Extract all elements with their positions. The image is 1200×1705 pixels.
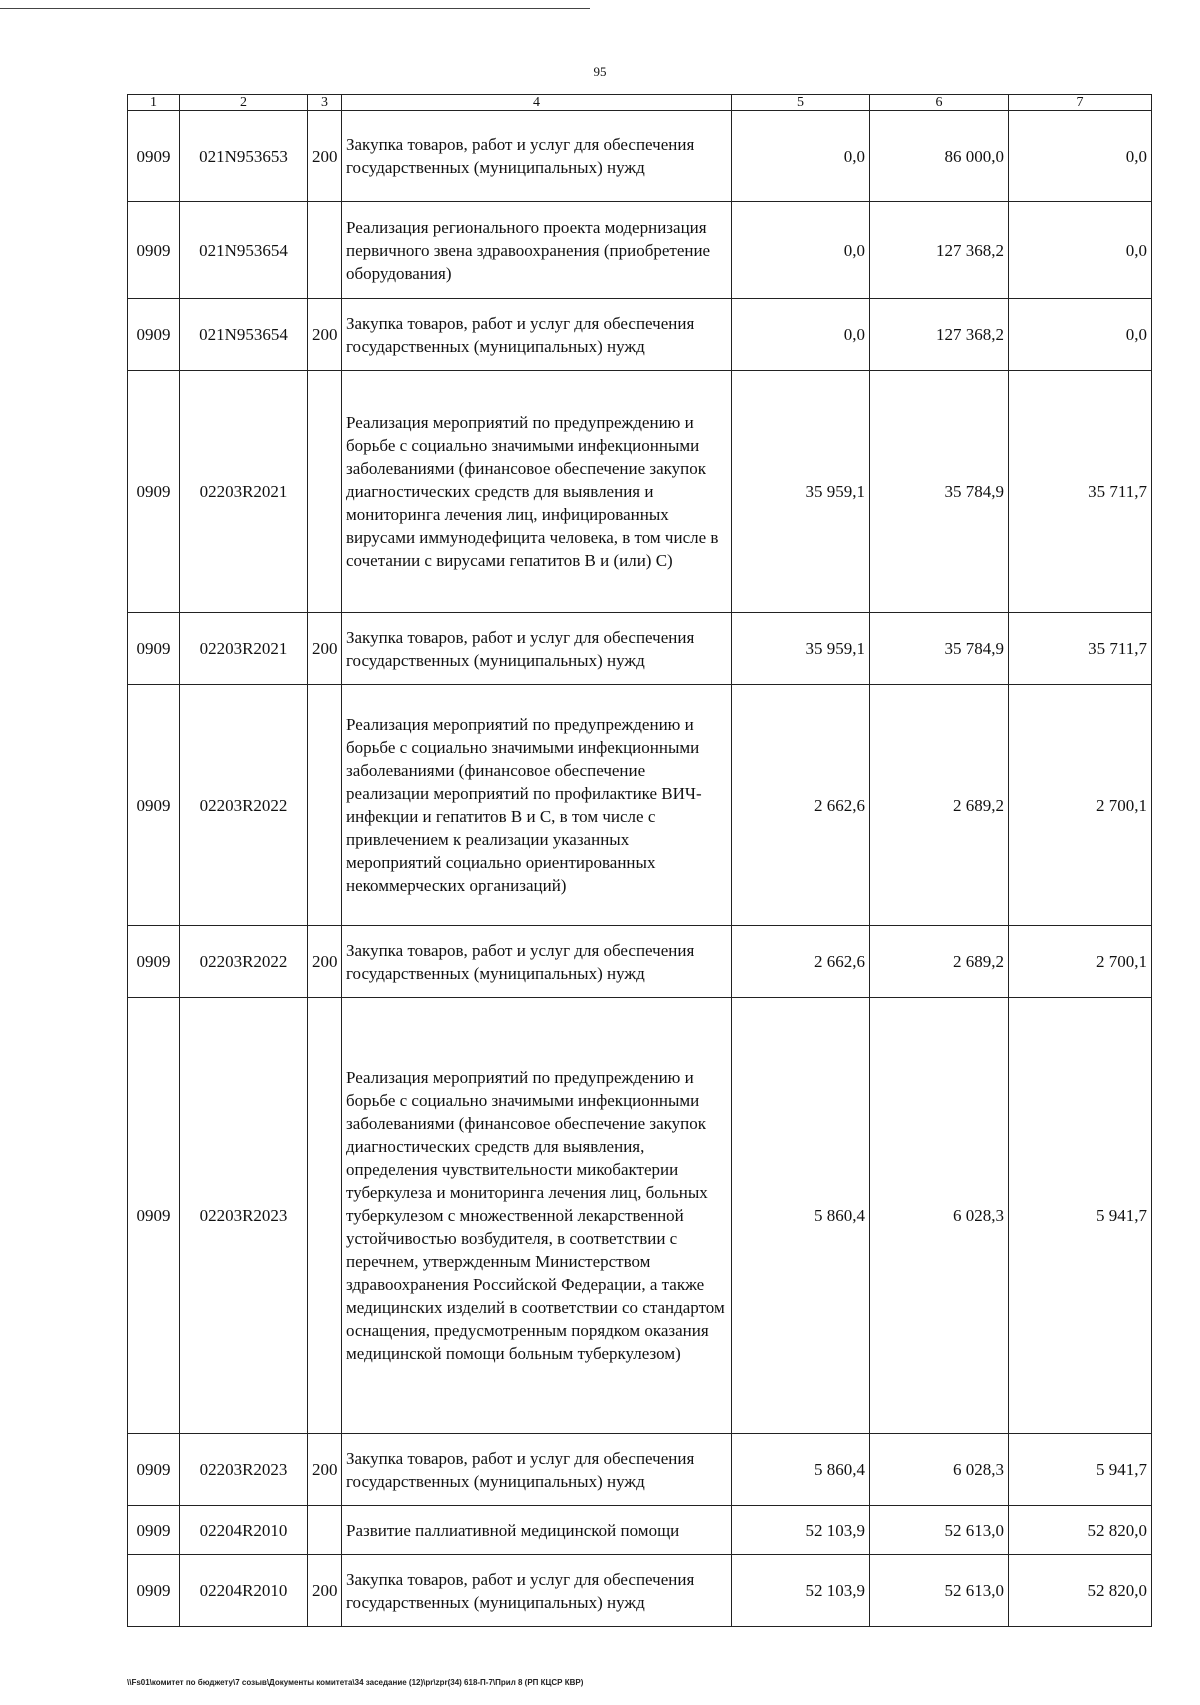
cell-value-7: 5 941,7 [1009,1434,1152,1506]
table-row [128,202,1152,299]
cell-section: 0909 [128,998,180,1434]
cell-value-6: 52 613,0 [870,1506,1009,1555]
header-col-2: 2 [180,95,308,111]
footer-file-path: \\Fs01\комитет по бюджету\7 созыв\Документы комитета\34 заседание (12)\pr\zpr(34) 618-П-7\Прил 8 (РП КЦСР КВР) [127,1678,584,1687]
cell-value-6: 6 028,3 [870,998,1009,1434]
cell-section: 0909 [128,1434,180,1506]
cell-value-5: 5 860,4 [732,1434,870,1506]
cell-value-5: 0,0 [732,299,870,371]
cell-value-5: 0,0 [732,202,870,299]
cell-value-6: 2 689,2 [870,685,1009,926]
cell-name: Закупка товаров, работ и услуг для обеспечения государственных (муниципальных) нужд [342,1555,732,1627]
header-row [128,95,1152,111]
cell-section: 0909 [128,202,180,299]
cell-code: 02203R2021 [180,371,308,613]
cell-value-7: 35 711,7 [1009,371,1152,613]
cell-value-6: 35 784,9 [870,613,1009,685]
cell-type: 200 [308,299,342,371]
cell-value-5: 35 959,1 [732,371,870,613]
cell-type [308,998,342,1434]
header-col-4: 4 [342,95,732,111]
cell-section: 0909 [128,926,180,998]
table-row [128,998,1152,1434]
table-row [128,1506,1152,1555]
cell-value-6: 86 000,0 [870,111,1009,202]
header-col-6: 6 [870,95,1009,111]
cell-value-6: 2 689,2 [870,926,1009,998]
page-number: 95 [593,64,607,79]
header-col-3: 3 [308,95,342,111]
cell-value-6: 127 368,2 [870,299,1009,371]
cell-value-5: 52 103,9 [732,1506,870,1555]
cell-value-6: 127 368,2 [870,202,1009,299]
cell-code: 021N953653 [180,111,308,202]
cell-name: Закупка товаров, работ и услуг для обеспечения государственных (муниципальных) нужд [342,613,732,685]
top-rule [0,8,590,9]
cell-section: 0909 [128,299,180,371]
cell-value-7: 2 700,1 [1009,926,1152,998]
cell-value-5: 2 662,6 [732,926,870,998]
table-row [128,111,1152,202]
cell-value-6: 35 784,9 [870,371,1009,613]
budget-table [127,94,1152,1627]
cell-value-5: 5 860,4 [732,998,870,1434]
cell-type: 200 [308,111,342,202]
table-row [128,685,1152,926]
cell-section: 0909 [128,111,180,202]
header-col-5: 5 [732,95,870,111]
cell-value-5: 2 662,6 [732,685,870,926]
header-col-1: 1 [128,95,180,111]
cell-value-7: 52 820,0 [1009,1555,1152,1627]
cell-value-7: 5 941,7 [1009,998,1152,1434]
cell-name: Реализация мероприятий по предупреждению и борьбе с социально значимыми инфекционными заболеваниями (финансовое обеспечение закупок диагностических средств для выявления и мониторинга лечения лиц, инфицированных вирусами иммунодефицита человека, в том числе в сочетании с вирусами гепатитов В и (или) С) [342,371,732,613]
cell-type: 200 [308,613,342,685]
cell-type [308,1506,342,1555]
cell-code: 02203R2022 [180,926,308,998]
cell-code: 021N953654 [180,202,308,299]
cell-code: 02204R2010 [180,1555,308,1627]
cell-type [308,371,342,613]
cell-value-6: 52 613,0 [870,1555,1009,1627]
cell-type [308,685,342,926]
header-col-7: 7 [1009,95,1152,111]
cell-name: Реализация мероприятий по предупреждению и борьбе с социально значимыми инфекционными заболеваниями (финансовое обеспечение закупок диагностических средств для выявления, определения чувствительности микобактерии туберкулеза и мониторинга лечения лиц, больных туберкулезом с множественной лекарственной устойчивостью возбудителя, в соответствии с перечнем, утвержденным Министерством здравоохранения Российской Федерации, а также медицинских изделий в соответствии со стандартом оснащения, предусмотренным порядком оказания медицинской помощи больным туберкулезом) [342,998,732,1434]
cell-type: 200 [308,926,342,998]
cell-section: 0909 [128,1555,180,1627]
cell-name: Закупка товаров, работ и услуг для обеспечения государственных (муниципальных) нужд [342,1434,732,1506]
cell-value-7: 35 711,7 [1009,613,1152,685]
table-row [128,613,1152,685]
cell-code: 02203R2023 [180,998,308,1434]
cell-name: Реализация мероприятий по предупреждению и борьбе с социально значимыми инфекционными заболеваниями (финансовое обеспечение реализации мероприятий по профилактике ВИЧ-инфекции и гепатитов В и С, в том числе с привлечением к реализации указанных мероприятий социально ориентированных некоммерческих организаций) [342,685,732,926]
cell-value-7: 0,0 [1009,299,1152,371]
cell-name: Закупка товаров, работ и услуг для обеспечения государственных (муниципальных) нужд [342,299,732,371]
cell-code: 02203R2022 [180,685,308,926]
cell-section: 0909 [128,1506,180,1555]
cell-name: Реализация регионального проекта модернизация первичного звена здравоохранения (приобретение оборудования) [342,202,732,299]
cell-name: Закупка товаров, работ и услуг для обеспечения государственных (муниципальных) нужд [342,111,732,202]
cell-section: 0909 [128,685,180,926]
cell-type: 200 [308,1555,342,1627]
cell-code: 021N953654 [180,299,308,371]
cell-value-5: 52 103,9 [732,1555,870,1627]
cell-section: 0909 [128,371,180,613]
cell-value-7: 2 700,1 [1009,685,1152,926]
cell-name: Развитие паллиативной медицинской помощи [342,1506,732,1555]
cell-value-5: 0,0 [732,111,870,202]
table-row [128,1434,1152,1506]
cell-value-5: 35 959,1 [732,613,870,685]
cell-code: 02203R2021 [180,613,308,685]
cell-value-7: 0,0 [1009,202,1152,299]
cell-value-7: 0,0 [1009,111,1152,202]
cell-code: 02204R2010 [180,1506,308,1555]
cell-section: 0909 [128,613,180,685]
cell-value-6: 6 028,3 [870,1434,1009,1506]
table-row [128,371,1152,613]
cell-type [308,202,342,299]
cell-name: Закупка товаров, работ и услуг для обеспечения государственных (муниципальных) нужд [342,926,732,998]
table-row [128,926,1152,998]
cell-type: 200 [308,1434,342,1506]
cell-code: 02203R2023 [180,1434,308,1506]
table-row [128,299,1152,371]
cell-value-7: 52 820,0 [1009,1506,1152,1555]
table-row [128,1555,1152,1627]
